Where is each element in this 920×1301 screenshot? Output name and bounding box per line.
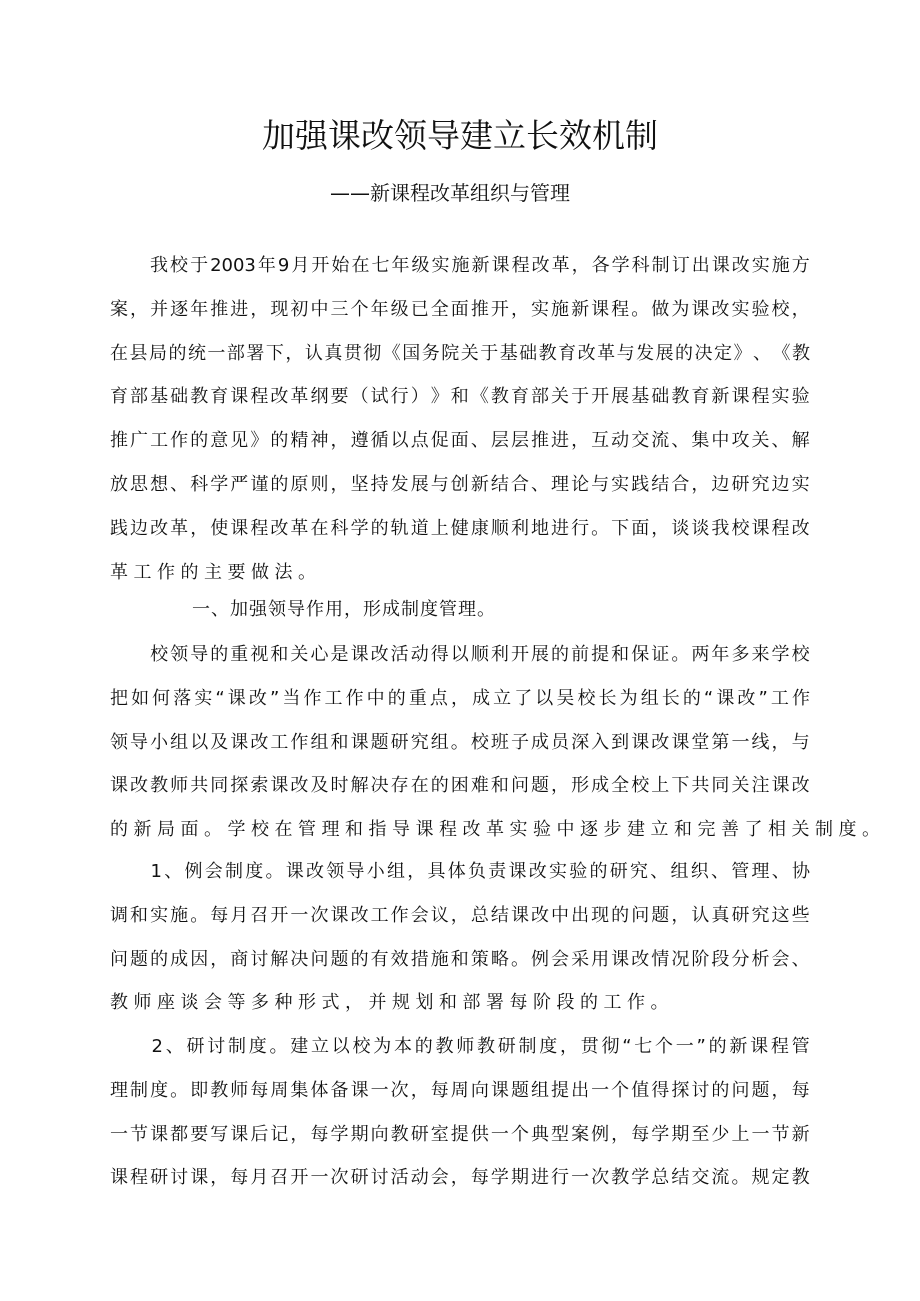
text-line: 革 工 作 的 主 要 做 法 。 <box>110 561 316 583</box>
text-line: 2 、 研 讨 制 度 。 建 立 以 校 为 本 的 教 师 教 研 制 度 ， 贯 彻 “ 七 个 一 ” 的 新 课 程 管 <box>151 1036 810 1057</box>
text-line: 问 题 的 成 因 ， 商 讨 解 决 问 题 的 有 效 措 施 和 策 略 。 例 会 采 用 课 改 情 况 阶 段 分 析 会 、 <box>110 948 810 970</box>
text-line: 课 改 教 师 共 同 探 索 课 改 及 时 解 决 存 在 的 困 难 和 问 题 ， 形 成 全 校 上 下 共 同 关 注 课 改 <box>110 775 810 797</box>
text-line: 教 师 座 谈 会 等 多 种 形 式 ， 并 规 划 和 部 署 每 阶 段 的 工 作 。 <box>110 992 669 1014</box>
text-line: 一 节 课 都 要 写 课 后 记 ， 每 学 期 向 教 研 室 提 供 一 个 典 型 案 例 ， 每 学 期 至 少 上 一 节 新 <box>110 1123 810 1145</box>
text-line: 把 如 何 落 实 “ 课 改 ” 当 作 工 作 中 的 重 点 ， 成 立 了 以 吴 校 长 为 组 长 的 “ 课 改 ” 工 作 <box>110 687 810 709</box>
document-subtitle: ——新课程改革组织与管理 <box>330 181 570 205</box>
text-line: 调 和 实 施 。 每 月 召 开 一 次 课 改 工 作 会 议 ， 总 结 课 改 中 出 现 的 问 题 ， 认 真 研 究 这 些 <box>110 904 810 926</box>
text-line: 课 程 研 讨 课 ， 每 月 召 开 一 次 研 讨 活 动 会 ， 每 学 期 进 行 一 次 教 学 总 结 交 流 。 规 定 教 <box>110 1167 810 1189</box>
text-line: 案 ， 并 逐 年 推 进 ， 现 初 中 三 个 年 级 已 全 面 推 开 ， 实 施 新 课 程 。 做 为 课 改 实 验 校 ， <box>110 298 810 320</box>
text-line: 1 、 例 会 制 度 。 课 改 领 导 小 组 ， 具 体 负 责 课 改 实 验 的 研 究 、 组 织 、 管 理 、 协 <box>150 861 810 882</box>
text-line: 校 领 导 的 重 视 和 关 心 是 课 改 活 动 得 以 顺 利 开 展 的 前 提 和 保 证 。 两 年 多 来 学 校 <box>150 644 810 665</box>
section-heading-1: 一、加强领导作用，形成制度管理。 <box>192 599 496 620</box>
text-line: 我 校 于 2003 年 9 月 开 始 在 七 年 级 实 施 新 课 程 改 革 ， 各 学 科 制 订 出 课 改 实 施 方 <box>150 255 810 276</box>
text-line: 在 县 局 的 统 一 部 署 下 ， 认 真 贯 彻 《 国 务 院 关 于 基 础 教 育 改 革 与 发 展 的 决 定 》 、 《 教 <box>110 342 810 364</box>
text-line: 育 部 基 础 教 育 课 程 改 革 纲 要 （ 试 行 ） 》 和 《 教 育 部 关 于 开 展 基 础 教 育 新 课 程 实 验 <box>110 386 810 408</box>
text-line: 放 思 想 、 科 学 严 谨 的 原 则 ， 坚 持 发 展 与 创 新 结 合 、 理 论 与 实 践 结 合 ， 边 研 究 边 实 <box>110 474 810 495</box>
text-line: 践 边 改 革 ， 使 课 程 改 革 在 科 学 的 轨 道 上 健 康 顺 利 地 进 行 。 下 面 ， 谈 谈 我 校 课 程 改 <box>110 517 810 539</box>
text-line: 推 广 工 作 的 意 见 》 的 精 神 ， 遵 循 以 点 促 面 、 层 层 推 进 ， 互 动 交 流 、 集 中 攻 关 、 解 <box>110 430 810 452</box>
text-line: 理 制 度 。 即 教 师 每 周 集 体 备 课 一 次 ， 每 周 向 课 题 组 提 出 一 个 值 得 探 讨 的 问 题 ， 每 <box>110 1079 810 1101</box>
text-line: 领 导 小 组 以 及 课 改 工 作 组 和 课 题 研 究 组 。 校 班 子 成 员 深 入 到 课 改 课 堂 第 一 线 ， 与 <box>110 731 810 753</box>
document-title: 加强课改领导建立长效机制 <box>262 116 658 155</box>
text-line: 的 新 局 面 。 学 校 在 管 理 和 指 导 课 程 改 革 实 验 中 逐 步 建 立 和 完 善 了 相 关 制 度 。 <box>110 819 880 841</box>
